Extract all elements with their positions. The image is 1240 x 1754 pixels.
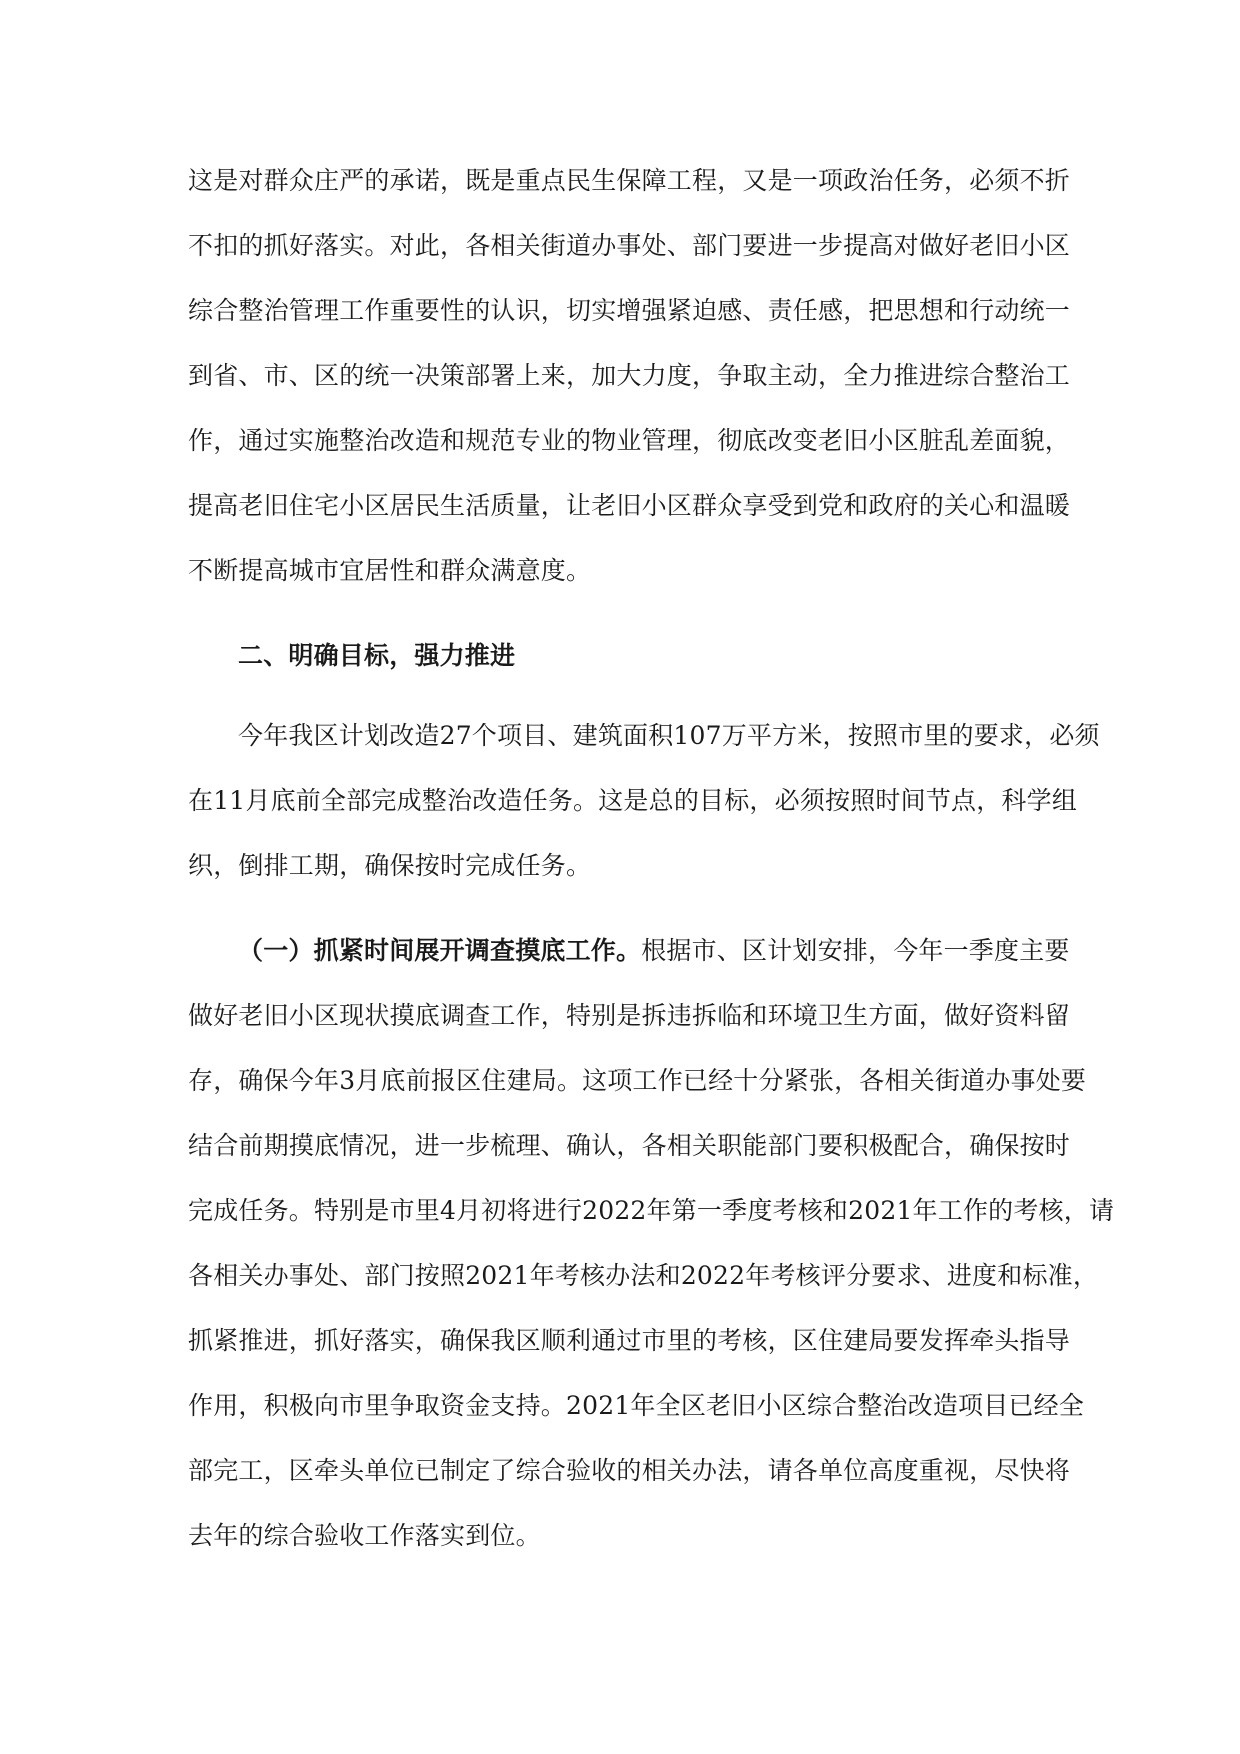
paragraph-1-line: 不扣的抓好落实。对此，各相关街道办事处、部门要进一步提高对做好老旧小区 xyxy=(188,231,1071,260)
paragraph-1-line: 不断提高城市宜居性和群众满意度。 xyxy=(188,556,592,585)
paragraph-3-line: 作用，积极向市里争取资金支持。2021年全区老旧小区综合整治改造项目已经全 xyxy=(188,1391,1085,1420)
paragraph-1-line: 综合整治管理工作重要性的认识，切实增强紧迫感、责任感，把思想和行动统一 xyxy=(188,296,1071,325)
paragraph-1-line: 到省、市、区的统一决策部署上来，加大力度，争取主动，全力推进综合整治工 xyxy=(188,361,1071,390)
paragraph-3-line: 去年的综合验收工作落实到位。 xyxy=(188,1521,541,1550)
paragraph-1-line: 作，通过实施整治改造和规范专业的物业管理，彻底改变老旧小区脏乱差面貌， xyxy=(188,426,1071,455)
paragraph-3-line: 抓紧推进，抓好落实，确保我区顺利通过市里的考核，区住建局要发挥牵头指导 xyxy=(188,1326,1071,1355)
paragraph-3-line: 各相关办事处、部门按照2021年考核办法和2022年考核评分要求、进度和标准， xyxy=(188,1261,1099,1290)
section-heading: 二、明确目标，强力推进 xyxy=(238,641,516,670)
paragraph-2-line: 在11月底前全部完成整治改造任务。这是总的目标，必须按照时间节点，科学组 xyxy=(188,786,1078,815)
paragraph-1-line: 这是对群众庄严的承诺，既是重点民生保障工程，又是一项政治任务，必须不折 xyxy=(188,166,1071,195)
paragraph-3-first-line xyxy=(238,935,1070,967)
subsection-heading: （一）抓紧时间展开调查摸底工作。 xyxy=(238,936,642,965)
paragraph-3-line: 结合前期摸底情况，进一步梳理、确认，各相关职能部门要积极配合，确保按时 xyxy=(188,1131,1071,1160)
paragraph-1-line: 提高老旧住宅小区居民生活质量，让老旧小区群众享受到党和政府的关心和温暖 xyxy=(188,491,1071,520)
paragraph-2-line: 织，倒排工期，确保按时完成任务。 xyxy=(188,851,592,880)
paragraph-3-text: 根据市、区计划安排，今年一季度主要 xyxy=(641,936,1070,965)
paragraph-3-line: 存，确保今年3月底前报区住建局。这项工作已经十分紧张，各相关街道办事处要 xyxy=(188,1066,1087,1095)
paragraph-3-line: 部完工，区牵头单位已制定了综合验收的相关办法，请各单位高度重视，尽快将 xyxy=(188,1456,1071,1485)
paragraph-2-line: 今年我区计划改造27个项目、建筑面积107万平方米，按照市里的要求，必须 xyxy=(238,721,1100,750)
paragraph-3-line: 做好老旧小区现状摸底调查工作，特别是拆违拆临和环境卫生方面，做好资料留 xyxy=(188,1001,1071,1030)
paragraph-3-line: 完成任务。特别是市里4月初将进行2022年第一季度考核和2021年工作的考核，请 xyxy=(188,1196,1115,1225)
